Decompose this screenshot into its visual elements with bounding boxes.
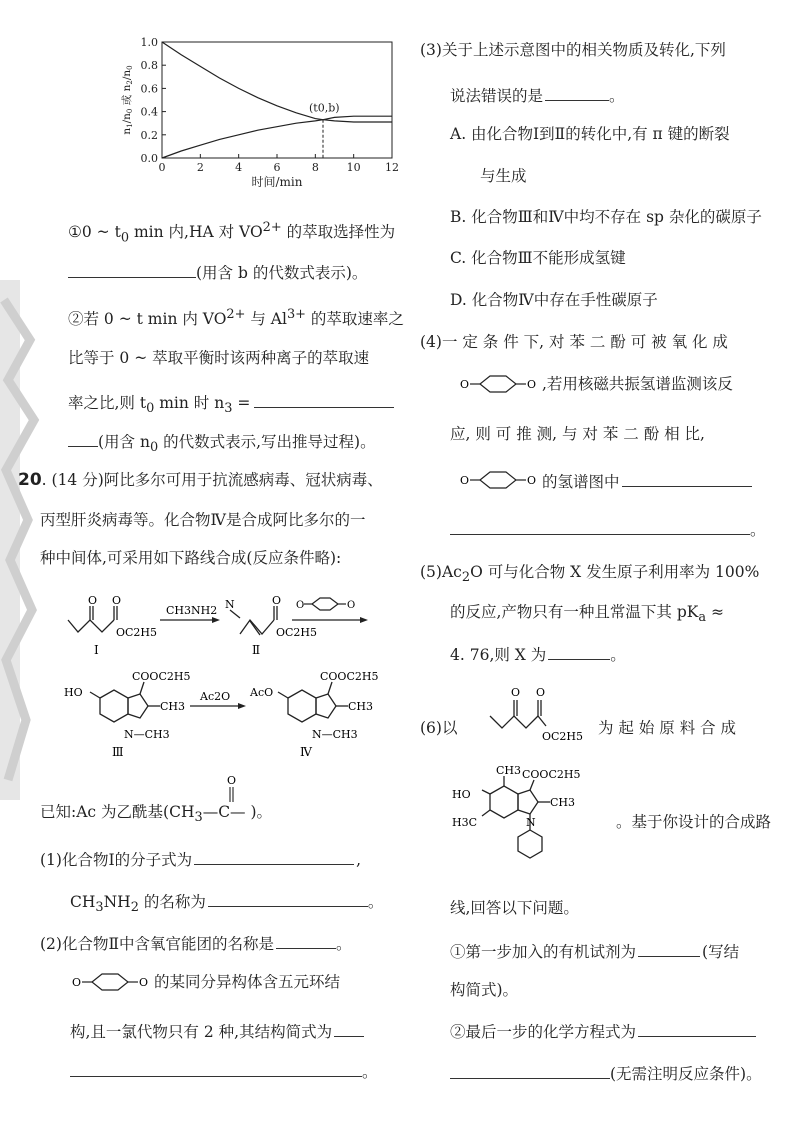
answer-blank[interactable] — [334, 1020, 364, 1037]
compound-2-structure — [230, 606, 277, 635]
text-seg: ②若 0 ~ t min 内 VO — [68, 310, 227, 329]
arrow-head — [238, 703, 246, 709]
atom-label: HO — [64, 686, 83, 699]
sub-seg: 3 — [95, 900, 104, 916]
chart-ticks-group — [141, 36, 400, 174]
answer-blank[interactable] — [68, 430, 98, 447]
x-tick-label: 2 — [196, 161, 204, 174]
atom-label: O — [227, 774, 237, 787]
answer-blank[interactable] — [254, 391, 394, 408]
atom-label: O — [88, 594, 98, 607]
known-acetyl-line — [40, 802, 272, 828]
q20-part3-line2 — [450, 84, 625, 106]
text-seg: 构,且一氯代物只有 2 种,其结构简式为 — [70, 1023, 333, 1041]
text-seg: min 内,HA 对 VO — [129, 223, 263, 242]
q20-part5-line1 — [420, 562, 759, 588]
atom-label: N — [225, 598, 235, 611]
atom-label: O — [72, 976, 82, 989]
y-tick-label: 1.0 — [140, 36, 158, 49]
answer-blank[interactable] — [208, 890, 368, 907]
q20-part1-line1 — [40, 848, 361, 870]
question-number: 20 — [18, 470, 42, 490]
option-a[interactable]: A. 由化合物Ⅰ到Ⅱ的转化中,有 π 键的断裂 — [450, 125, 730, 143]
series-line-1 — [162, 42, 392, 122]
chart-annotation: (t0,b) — [309, 101, 340, 115]
text-seg: 与 Al — [245, 310, 287, 329]
atom-label: O — [511, 686, 521, 699]
sub-seg: 0 — [146, 401, 155, 417]
q20-part6-line2: 。基于你设计的合成路 — [616, 813, 772, 831]
compound-1-structure — [68, 606, 117, 632]
chart-series-group — [162, 42, 392, 158]
q20-part4-line4 — [542, 470, 752, 492]
q20-part6-line7 — [450, 1062, 762, 1084]
substituent-label: CH3 — [160, 700, 186, 713]
q20-part6-line4 — [450, 940, 739, 962]
substituent-label: COOC2H5 — [522, 768, 581, 781]
text-seg: )。 — [245, 803, 273, 821]
answer-blank[interactable] — [450, 1062, 610, 1079]
benzoquinone-reagent — [304, 598, 346, 610]
text-seg: ②最后一步的化学方程式为 — [450, 1023, 637, 1041]
text-seg: (无需注明反应条件)。 — [610, 1065, 762, 1083]
option-c[interactable]: C. 化合物Ⅲ不能形成氢键 — [450, 249, 626, 267]
q20-part5-line2 — [450, 602, 724, 628]
atom-label: O — [139, 976, 149, 989]
carbonyl-double-bond — [222, 772, 242, 804]
q20-part3-line1: (3)关于上述示意图中的相关物质及转化,下列 — [420, 41, 726, 59]
text-seg: . (14 分)阿比多尔可用于抗流感病毒、冠状病毒、 — [41, 471, 383, 489]
q20-part4-line2: ,若用核磁共振氢谱监测该反 — [542, 375, 733, 393]
x-tick-label: 4 — [235, 161, 243, 174]
reaction-scheme-row1 — [60, 590, 370, 660]
substituent-label: CH3 — [550, 796, 576, 809]
arrow-head — [212, 617, 220, 623]
text-seg: 率之比,则 t — [68, 394, 147, 412]
compound-label-3: Ⅲ — [112, 745, 124, 759]
q19-part1-line2 — [68, 261, 367, 283]
sub-seg: 0 — [149, 440, 159, 456]
sub-seg: 3 — [224, 401, 233, 417]
scan-edge-mark — [0, 0, 42, 1130]
q19-part2-line1 — [68, 305, 404, 329]
x-tick-label: 10 — [346, 161, 361, 174]
compound-label-2: Ⅱ — [252, 643, 261, 657]
text-seg: 的代数式表示,写出推导过程)。 — [158, 433, 376, 451]
text-seg: 的名称为 — [138, 893, 206, 911]
q19-part2-line2: 比等于 0 ~ 萃取平衡时该两种离子的萃取速 — [68, 349, 370, 367]
text-seg: = — [232, 394, 251, 412]
x-tick-label: 8 — [311, 161, 319, 174]
text-seg: 已知:Ac 为乙酰基( — [40, 803, 170, 821]
chart-y-axis-label: n1/n0 或 n2/n0 — [121, 65, 134, 135]
reagent-label: Ac2O — [200, 690, 231, 703]
atom-label: N—CH3 — [124, 728, 170, 741]
compound-label-4: Ⅳ — [300, 745, 312, 759]
q20-line3: 种中间体,可采用如下路线合成(反应条件略): — [40, 549, 342, 567]
chart-frame — [162, 42, 392, 158]
substituent-label: OC2H5 — [276, 626, 318, 639]
q20-line2: 丙型肝炎病毒等。化合物Ⅳ是合成阿比多尔的一 — [40, 511, 366, 529]
q20-part4-line5 — [450, 518, 766, 540]
q20-part2-line4 — [70, 1060, 378, 1082]
reaction-scheme-row2 — [60, 668, 380, 768]
extraction-chart — [100, 30, 440, 200]
answer-blank[interactable] — [622, 470, 752, 487]
text-seg: (2)化合物Ⅱ中含氧官能团的名称是 — [40, 935, 274, 953]
y-tick-label: 0.0 — [140, 152, 158, 165]
q19-part2-line3 — [68, 391, 394, 419]
text-seg: 。 — [367, 893, 384, 911]
benzoquinone-structure — [460, 468, 542, 492]
atom-label: HO — [452, 788, 471, 801]
q20-part5-line3 — [450, 643, 626, 665]
atom-label: O — [272, 594, 282, 607]
atom-label: O — [296, 600, 305, 611]
substituent-label: OC2H5 — [116, 626, 158, 639]
target-indole-structure — [448, 764, 618, 882]
x-tick-label: 6 — [273, 161, 281, 174]
atom-label: O — [347, 600, 356, 611]
text-seg: 4. 76,则 X 为 — [450, 646, 547, 664]
sub-seg: a — [698, 610, 707, 626]
answer-blank[interactable] — [450, 518, 750, 535]
atom-label: O — [527, 378, 537, 391]
answer-blank[interactable] — [70, 1060, 362, 1077]
q20-part6-line1-end: 为 起 始 原 料 合 成 — [598, 719, 737, 737]
compound-3-structure — [90, 682, 160, 722]
q20-part2-line1 — [40, 932, 352, 954]
chart-axes — [162, 42, 392, 158]
text-seg: 。 — [609, 87, 625, 105]
atom-label: O — [536, 686, 546, 699]
text-seg: 。 — [336, 935, 352, 953]
substituent-label: COOC2H5 — [320, 670, 379, 683]
text-seg: min 时 n — [154, 394, 225, 412]
q20-part6-line1-start: (6)以 — [420, 719, 458, 737]
option-d[interactable]: D. 化合物Ⅳ中存在手性碳原子 — [450, 291, 658, 309]
text-seg: O 可与化合物 X 发生原子利用率为 100% — [470, 563, 760, 581]
compound-4-structure — [278, 682, 348, 722]
chart-x-axis-label: 时间/min — [251, 175, 303, 189]
y-tick-label: 0.4 — [140, 105, 158, 119]
answer-blank[interactable] — [194, 848, 354, 865]
atom-label: N — [526, 816, 536, 829]
text-seg: ①第一步加入的有机试剂为 — [450, 943, 637, 961]
text-seg: (1)化合物Ⅰ的分子式为 — [40, 851, 193, 869]
y-tick-label: 0.8 — [140, 59, 158, 73]
q20-part6-line5: 构简式)。 — [450, 981, 519, 999]
atom-label: O — [527, 474, 537, 487]
y-tick-label: 0.6 — [140, 82, 158, 96]
benzoquinone-structure — [460, 372, 542, 396]
text-seg: (5)Ac — [420, 563, 462, 581]
atom-label: AcO — [250, 686, 274, 699]
atom-label: O — [460, 378, 470, 391]
text-seg: , — [356, 851, 362, 869]
substituent-label: COOC2H5 — [132, 670, 191, 683]
answer-blank[interactable] — [548, 643, 610, 660]
option-b[interactable]: B. 化合物Ⅲ和Ⅳ中均不存在 sp 杂化的碳原子 — [450, 208, 762, 226]
q20-part2-line2: 的某同分异构体含五元环结 — [154, 973, 341, 991]
text-seg: —C— — [202, 803, 246, 821]
q20-part4-line3: 应, 则 可 推 测, 与 对 苯 二 酚 相 比, — [450, 425, 705, 443]
q20-part6-line3: 线,回答以下问题。 — [450, 899, 579, 917]
sub-seg: 2 — [461, 570, 471, 586]
text-seg: CH — [169, 803, 195, 821]
answer-blank[interactable] — [68, 261, 196, 278]
text-seg: CH — [70, 893, 96, 911]
text-seg: 的氢谱图中 — [542, 473, 620, 491]
sup-seg: 3+ — [286, 307, 306, 322]
substituent-label: CH3 — [496, 764, 522, 777]
text-seg: 。 — [750, 521, 766, 539]
atom-label: N—CH3 — [312, 728, 358, 741]
reagent-label: CH3NH2 — [166, 604, 218, 617]
answer-blank[interactable] — [638, 940, 700, 957]
q20-part2-line3 — [70, 1020, 364, 1042]
sub-seg: 0 — [120, 230, 130, 246]
compound-label-1: Ⅰ — [94, 643, 99, 657]
option-a-cont: 与生成 — [480, 167, 527, 185]
text-seg: ①0 ~ t — [68, 223, 121, 242]
arrow-head — [360, 617, 368, 623]
text-seg: 。 — [362, 1063, 378, 1081]
text-seg: (用含 b 的代数式表示)。 — [196, 264, 368, 282]
x-tick-label: 0 — [158, 161, 166, 174]
sup-seg: 2+ — [262, 220, 282, 235]
benzoquinone-structure — [72, 970, 154, 994]
substituent-label: CH3 — [348, 700, 374, 713]
text-seg: 。 — [610, 646, 626, 664]
text-seg: 的萃取速率之 — [305, 310, 404, 329]
q20-part1-line2 — [70, 890, 383, 918]
q20-line1 — [18, 470, 383, 490]
text-seg: 说法错误的是 — [450, 87, 544, 105]
text-seg: 的反应,产物只有一种且常温下其 pK — [450, 603, 699, 621]
q19-part1-line1 — [68, 218, 395, 248]
atom-label: O — [460, 474, 470, 487]
atom-label: O — [112, 594, 122, 607]
text-seg: ≈ — [706, 603, 724, 621]
text-seg: (写结 — [702, 943, 740, 961]
sub-seg: 2 — [130, 900, 139, 916]
answer-blank[interactable] — [276, 932, 336, 949]
sub-seg: 3 — [194, 810, 203, 826]
x-tick-label: 12 — [385, 161, 399, 174]
q20-part4-line1: (4)一 定 条 件 下, 对 苯 二 酚 可 被 氧 化 成 — [420, 333, 728, 351]
text-seg: 的萃取选择性为 — [281, 223, 396, 242]
substituent-label: H3C — [452, 816, 478, 829]
answer-blank[interactable] — [638, 1020, 756, 1037]
text-seg: (用含 n — [98, 433, 150, 451]
y-tick-label: 0.2 — [140, 128, 158, 142]
text-seg: NH — [103, 893, 131, 911]
ethyl-acetoacetate-structure — [484, 682, 594, 746]
q20-part6-line6 — [450, 1020, 756, 1042]
substituent-label: OC2H5 — [542, 730, 584, 743]
q19-part2-line4 — [68, 430, 376, 458]
answer-blank[interactable] — [545, 84, 609, 101]
sup-seg: 2+ — [226, 307, 246, 322]
